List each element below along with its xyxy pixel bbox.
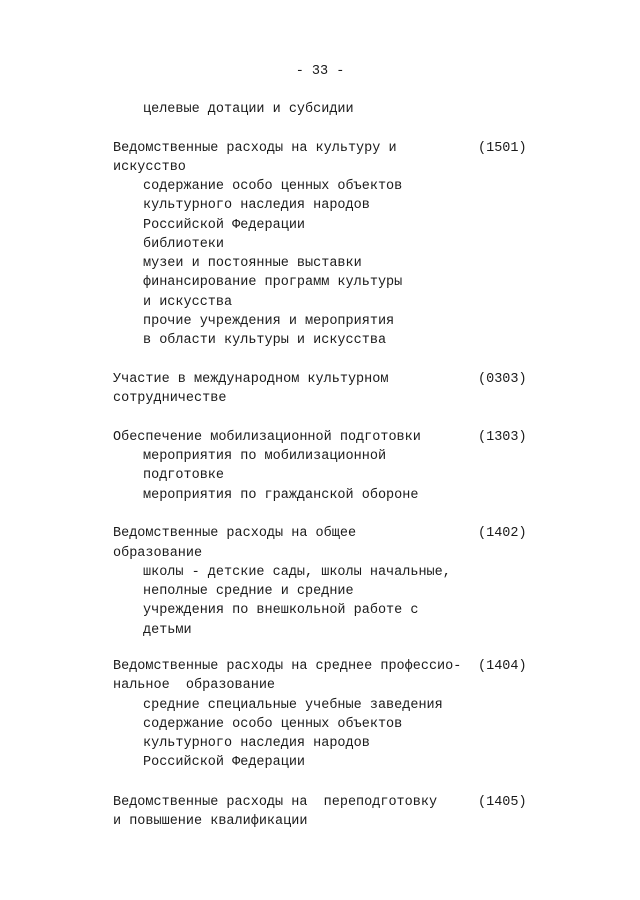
section-heading-line: Ведомственные расходы на культуру и [113,141,397,156]
section-heading-line: Обеспечение мобилизационной подготовки [113,430,421,445]
section-heading-line: и повышение квалификации [113,814,308,829]
item-line: культурного наследия народов [143,736,370,751]
item-line: содержание особо ценных объектов [143,179,403,194]
item-line: содержание особо ценных объектов [143,717,403,732]
item-line: Российской Федерации [143,755,306,770]
item-line: Российской Федерации [143,218,306,233]
page-number: - 33 - [295,64,345,79]
item-line: и искусства [143,295,233,310]
item-line: мероприятия по мобилизационной [143,449,387,464]
budget-code: (0303) [478,372,527,387]
section-heading-line: Участие в международном культурном [113,372,389,387]
section-heading-line: Ведомственные расходы на среднее профессио- [113,659,462,674]
item-line: подготовке [143,468,225,483]
item-line: школы - детские сады, школы начальные, [143,565,451,580]
section-heading-line: нальное образование [113,678,276,693]
item-line: прочие учреждения и мероприятия [143,314,395,329]
item-line: культурного наследия народов [143,198,370,213]
item-line: целевые дотации и субсидии [143,102,354,117]
budget-code: (1402) [478,526,527,541]
section-heading-line: Ведомственные расходы на общее [113,526,357,541]
budget-code: (1405) [478,795,527,810]
item-line: музеи и постоянные выставки [143,256,362,271]
budget-code: (1501) [478,141,527,156]
section-heading-line: образование [113,546,203,561]
section-heading-line: сотрудничестве [113,391,227,406]
item-line: средние специальные учебные заведения [143,698,443,713]
item-line: библиотеки [143,237,225,252]
item-line: детьми [143,623,192,638]
section-heading-line: искусство [113,160,186,175]
item-line: финансирование программ культуры [143,275,403,290]
item-line: неполные средние и средние [143,584,354,599]
item-line: учреждения по внешкольной работе с [143,603,419,618]
item-line: в области культуры и искусства [143,333,387,348]
section-heading-line: Ведомственные расходы на переподготовку [113,795,438,810]
budget-code: (1303) [478,430,527,445]
item-line: мероприятия по гражданской обороне [143,488,419,503]
budget-code: (1404) [478,659,527,674]
